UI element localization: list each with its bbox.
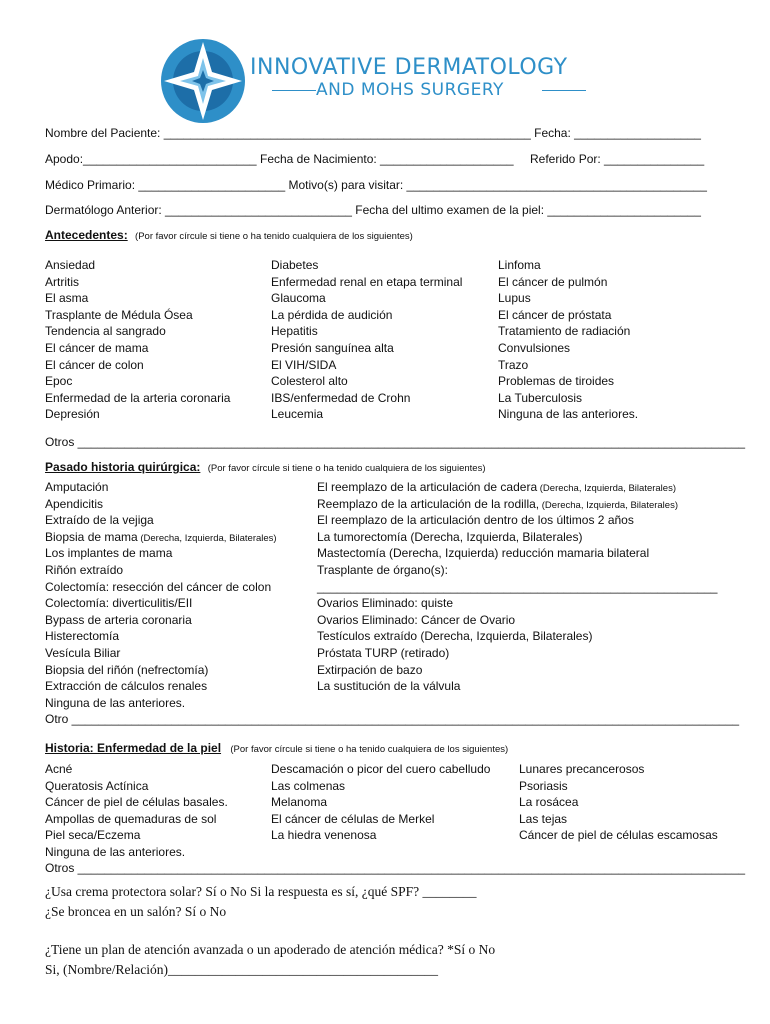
proxy-name-field[interactable]: Si, (Nombre/Relación)________________________________________ <box>45 962 438 977</box>
list-item[interactable]: Extraído de la vejiga <box>45 513 154 528</box>
list-item[interactable]: Amputación <box>45 480 109 494</box>
logo-mark <box>160 38 246 124</box>
list-item[interactable]: La tumorectomía (Derecha, Izquierda, Bilaterales) <box>317 529 583 544</box>
list-item[interactable]: Piel seca/Eczema <box>45 828 141 843</box>
list-item[interactable]: El cáncer de pulmón <box>498 274 608 289</box>
list-item[interactable]: Convulsiones <box>498 340 571 355</box>
list-item[interactable]: Las colmenas <box>271 778 346 793</box>
list-item[interactable]: Linfoma <box>498 258 541 272</box>
list-item[interactable]: Descamación o picor del cuero cabelludo <box>271 762 491 776</box>
list-item[interactable]: ____________________________________________________________ <box>317 579 718 594</box>
list-item[interactable]: Acné <box>45 762 73 776</box>
list-item[interactable]: Ninguna de las anteriores. <box>45 695 186 710</box>
logo-star-icon <box>160 38 246 124</box>
list-item[interactable]: Ampollas de quemaduras de sol <box>45 811 217 826</box>
sunscreen-question[interactable]: ¿Usa crema protectora solar? Sí o No Si la respuesta es sí, ¿qué SPF? ________ <box>45 884 477 899</box>
list-item[interactable]: La pérdida de audición <box>271 307 393 322</box>
list-item[interactable]: El cáncer de próstata <box>498 307 612 322</box>
list-item[interactable]: El cáncer de mama <box>45 340 149 355</box>
nickname-field[interactable]: Apodo:__________________________ <box>45 152 257 166</box>
list-item[interactable]: Vesícula Biliar <box>45 645 121 660</box>
divider <box>272 90 316 91</box>
list-item[interactable]: La rosácea <box>519 795 579 810</box>
list-item[interactable]: La sustitución de la válvula <box>317 679 461 694</box>
list-item[interactable]: Apendicitis <box>45 496 104 511</box>
list-item[interactable]: Depresión <box>45 407 100 422</box>
list-item[interactable]: Glaucoma <box>271 291 326 306</box>
list-item[interactable]: Diabetes <box>271 258 319 272</box>
surgical-history-col1 <box>45 479 277 711</box>
skin-history-col1 <box>45 761 228 861</box>
list-item[interactable]: Histerectomía <box>45 629 120 644</box>
medical-history-col2 <box>271 257 462 423</box>
list-item[interactable]: Las tejas <box>519 811 568 826</box>
list-item[interactable]: Tratamiento de radiación <box>498 324 631 339</box>
tanning-question[interactable]: ¿Se broncea en un salón? Sí o No <box>45 904 227 919</box>
list-item[interactable]: Hepatitis <box>271 324 318 339</box>
list-item[interactable]: Mastectomía (Derecha, Izquierda) reducción mamaria bilateral <box>317 546 650 561</box>
list-item[interactable]: Extirpación de bazo <box>317 662 423 677</box>
list-item[interactable]: Biopsia de mama (Derecha, Izquierda, Bilaterales) <box>45 529 277 544</box>
section-title: Historia: Enfermedad de la piel <box>45 741 222 755</box>
list-item[interactable]: Lunares precancerosos <box>519 762 645 776</box>
list-item[interactable]: Queratosis Actínica <box>45 778 149 793</box>
list-item[interactable]: Trasplante de Médula Ósea <box>45 307 193 322</box>
list-item[interactable]: Colectomía: diverticulitis/EII <box>45 596 193 611</box>
other-skin-field[interactable]: Otros ____________________________________________________________________________________________________ <box>45 861 746 875</box>
list-item[interactable]: Tendencia al sangrado <box>45 324 166 339</box>
previous-dermatologist-field[interactable]: Dermatólogo Anterior: ____________________________ Fecha del ultimo examen de la piel: _______________________ <box>45 203 701 217</box>
other-conditions-field[interactable]: Otros ____________________________________________________________________________________________________ <box>45 435 746 449</box>
patient-name-field[interactable]: Nombre del Paciente: _______________________________________________________ Fecha: ___________________ <box>45 126 701 140</box>
list-item[interactable]: Reemplazo de la articulación de la rodilla, (Derecha, Izquierda, Bilaterales) <box>317 496 678 511</box>
section-medical-history <box>45 228 413 242</box>
list-item[interactable]: Ninguna de las anteriores. <box>498 407 639 422</box>
list-item[interactable]: Riñón extraído <box>45 562 124 577</box>
list-item[interactable]: Trazo <box>498 357 529 372</box>
brand-name: INNOVATIVE DERMATOLOGY <box>250 55 568 80</box>
list-item[interactable]: Biopsia del riñón (nefrectomía) <box>45 662 209 677</box>
list-item[interactable]: Bypass de arteria coronaria <box>45 612 192 627</box>
list-item[interactable]: Ovarios Eliminado: Cáncer de Ovario <box>317 612 516 627</box>
list-item[interactable]: La hiedra venenosa <box>271 828 377 843</box>
referred-by-field[interactable]: Referido Por: _______________ <box>530 152 705 166</box>
medical-history-col3 <box>498 257 638 423</box>
list-item[interactable]: Cáncer de piel de células basales. <box>45 795 228 810</box>
medical-history-col1 <box>45 257 230 423</box>
list-item[interactable]: Leucemia <box>271 407 324 422</box>
list-item[interactable]: Presión sanguínea alta <box>271 340 394 355</box>
brand-subtitle <box>272 80 588 100</box>
list-item[interactable]: Artritis <box>45 274 79 289</box>
list-item[interactable]: Trasplante de órgano(s): <box>317 562 448 577</box>
list-item[interactable]: Extracción de cálculos renales <box>45 679 208 694</box>
divider <box>542 90 586 91</box>
list-item[interactable]: Epoc <box>45 374 73 389</box>
list-item[interactable]: Enfermedad de la arteria coronaria <box>45 390 231 405</box>
list-item[interactable]: El reemplazo de la articulación de cadera (Derecha, Izquierda, Bilaterales) <box>317 480 676 494</box>
other-surgery-field[interactable]: Otro ____________________________________________________________________________________________________ <box>45 712 740 726</box>
list-item[interactable]: El cáncer de células de Merkel <box>271 811 435 826</box>
section-title: Antecedentes: <box>45 228 128 242</box>
advance-care-question[interactable]: ¿Tiene un plan de atención avanzada o un apoderado de atención médica? *Sí o No <box>45 942 496 957</box>
list-item[interactable]: Lupus <box>498 291 531 306</box>
section-skin-history <box>45 741 508 755</box>
surgical-history-col2 <box>317 479 717 695</box>
section-surgical-history <box>45 460 485 474</box>
list-item[interactable]: Colesterol alto <box>271 374 348 389</box>
list-item[interactable]: El VIH/SIDA <box>271 357 337 372</box>
section-note: (Por favor círcule si tiene o ha tenido cualquiera de los siguientes) <box>207 463 486 474</box>
list-item[interactable]: Los implantes de mama <box>45 546 173 561</box>
list-item[interactable]: Cáncer de piel de células escamosas <box>519 828 718 843</box>
list-item[interactable]: Colectomía: resección del cáncer de colon <box>45 579 272 594</box>
list-item[interactable]: Melanoma <box>271 795 328 810</box>
list-item[interactable]: Próstata TURP (retirado) <box>317 645 450 660</box>
section-note: (Por favor círcule si tiene o ha tenido cualquiera de los siguientes) <box>135 231 413 242</box>
list-item[interactable]: IBS/enfermedad de Crohn <box>271 390 411 405</box>
list-item[interactable]: Ovarios Eliminado: quiste <box>317 596 454 611</box>
primary-doctor-field[interactable]: Médico Primario: ______________________ Motivo(s) para visitar: _____________________________________________ <box>45 178 707 192</box>
list-item[interactable]: El cáncer de colon <box>45 357 144 372</box>
skin-history-col2 <box>271 761 490 844</box>
list-item[interactable]: Problemas de tiroides <box>498 374 615 389</box>
list-item[interactable]: El asma <box>45 291 89 306</box>
section-title: Pasado historia quirúrgica: <box>45 460 201 474</box>
birthdate-field[interactable]: Fecha de Nacimiento: ____________________ <box>260 152 514 166</box>
section-note: (Por favor círcule si tiene o ha tenido cualquiera de los siguientes) <box>230 744 509 755</box>
list-item[interactable]: Ansiedad <box>45 258 96 272</box>
list-item[interactable]: El reemplazo de la articulación dentro de los últimos 2 años <box>317 513 634 528</box>
list-item[interactable]: Enfermedad renal en etapa terminal <box>271 274 463 289</box>
list-item[interactable]: La Tuberculosis <box>498 390 583 405</box>
list-item[interactable]: Psoriasis <box>519 778 568 793</box>
brand-subtitle-text: AND MOHS SURGERY <box>316 80 504 100</box>
list-item[interactable]: Ninguna de las anteriores. <box>45 844 186 859</box>
list-item[interactable]: Testículos extraído (Derecha, Izquierda, Bilaterales) <box>317 629 593 644</box>
skin-history-col3 <box>519 761 718 844</box>
